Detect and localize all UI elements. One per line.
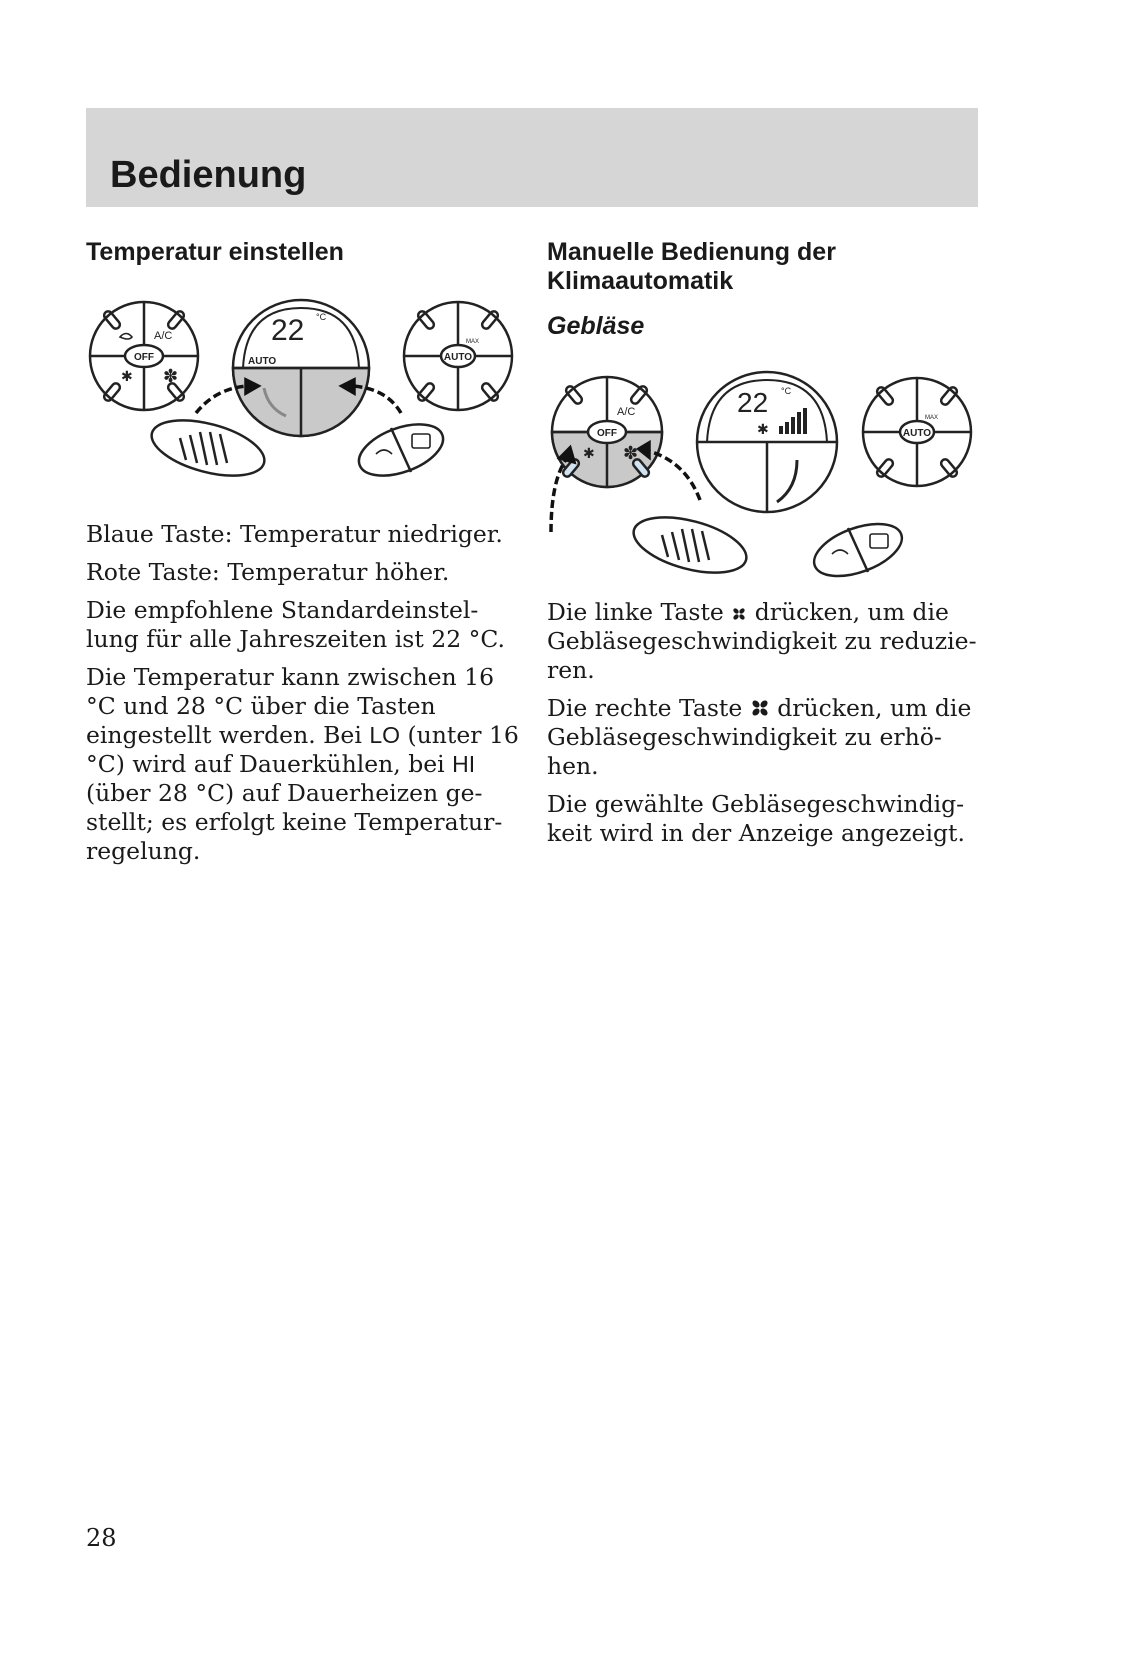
fan-low-icon: ✱ xyxy=(583,445,595,461)
right-paragraph-2-before: Die rechte Taste xyxy=(547,694,750,722)
fan-low-icon xyxy=(731,606,747,622)
right-paragraph-2-after: drücken, um die Gebläsegeschwindigkeit zu erhö- hen. xyxy=(547,694,972,780)
right-paragraph-2 xyxy=(547,694,987,781)
max-label: MAX xyxy=(466,339,480,345)
left-text xyxy=(86,520,526,875)
hi-label: HI xyxy=(452,751,476,777)
ac-label: A/C xyxy=(154,330,173,342)
auto-label: AUTO xyxy=(443,352,473,363)
left-paragraph-1: Blaue Taste: Temperatur niedriger. xyxy=(86,520,503,548)
fan-high-icon: ✽ xyxy=(163,366,179,386)
right-subheading: Gebläse xyxy=(547,312,645,340)
lo-label: LO xyxy=(369,722,400,748)
left-paragraph-4-before: Die Temperatur kann zwischen 16 °C und 28 °C über die Tasten eingestellt werden. Bei xyxy=(86,663,495,749)
unit-label: °C xyxy=(316,312,327,322)
temperature-display: 22 xyxy=(737,387,769,418)
bottom-buttons xyxy=(628,507,909,580)
right-heading: Manuelle Bedienung der Klimaautomatik xyxy=(547,238,836,295)
left-paragraph-3: Die empfohlene Standardeinstel- lung für alle Jahreszeiten ist 22 °C. xyxy=(86,596,506,653)
left-paragraph-4-middle: (unter 16 °C) wird auf Dauerkühlen, bei xyxy=(86,721,519,778)
right-paragraph-1 xyxy=(547,598,987,685)
left-column xyxy=(86,238,516,267)
page-number: 28 xyxy=(86,1524,117,1552)
ac-label: A/C xyxy=(617,406,636,418)
display-fan-icon: ✱ xyxy=(757,421,769,437)
left-paragraph-4-after: (über 28 °C) auf Dauerheizen ge- stellt; es erfolgt keine Temperatur- regelung. xyxy=(86,779,503,865)
off-label: OFF xyxy=(597,428,617,439)
fan-high-icon xyxy=(750,698,770,718)
right-text xyxy=(547,598,987,857)
off-label: OFF xyxy=(134,352,154,363)
fan-control-figure xyxy=(545,370,975,580)
right-paragraph-3: Die gewählte Gebläsegeschwindig- keit wird in der Anzeige angezeigt. xyxy=(547,790,965,847)
unit-label: °C xyxy=(781,386,792,396)
auto-label-display: AUTO xyxy=(248,356,277,367)
left-paragraph-4 xyxy=(86,663,526,866)
left-heading: Temperatur einstellen xyxy=(86,238,344,266)
auto-label: AUTO xyxy=(902,428,932,439)
left-paragraph-2: Rote Taste: Temperatur höher. xyxy=(86,558,450,586)
temperature-control-figure xyxy=(86,298,516,503)
fan-low-icon: ✱ xyxy=(121,368,133,384)
right-paragraph-1-before: Die linke Taste xyxy=(547,598,732,626)
fan-high-icon: ✽ xyxy=(623,443,639,463)
section-title: Bedienung xyxy=(110,154,307,196)
section-header-band xyxy=(86,108,978,207)
right-column xyxy=(547,238,977,341)
right-paragraph-1-after: drücken, um die Gebläsegeschwindigkeit zu reduzie- ren. xyxy=(547,598,977,684)
temperature-display: 22 xyxy=(271,314,305,347)
max-label: MAX xyxy=(925,415,939,421)
